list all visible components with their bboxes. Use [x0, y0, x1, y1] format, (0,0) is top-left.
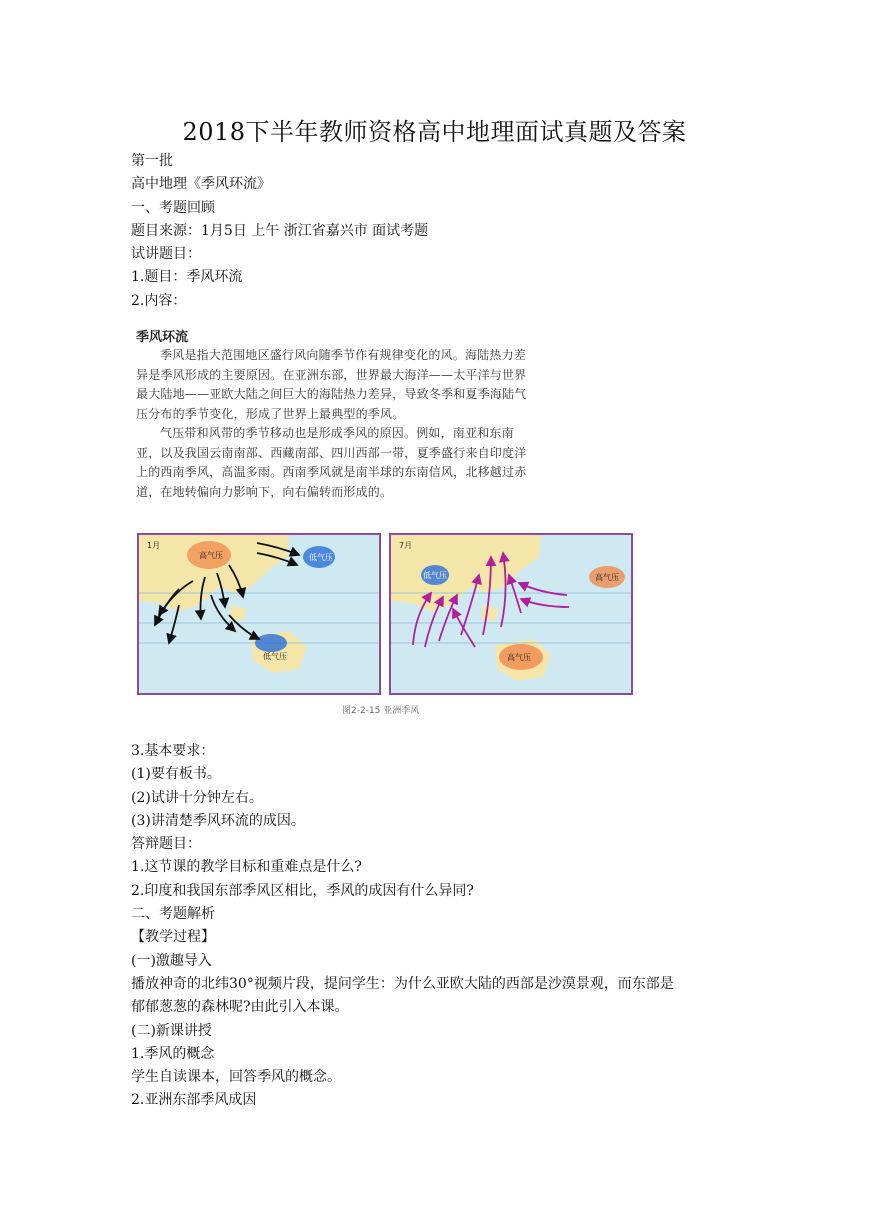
paragraph-line: 郁郁葱葱的森林呢?由此引入本课。 [131, 999, 349, 1016]
textbook-paragraph: 季风是指大范围地区盛行风向随季节作有规律变化的风。海陆热力差异是季风形成的主要原因。在亚洲东部，世界最大海洋——太平洋与世界最大陆地——亚欧大陆之间巨大的海陆热力差异，导致冬季和夏季海陆气压分布的季节变化，形成了世界上最典型的季风。 [136, 348, 527, 421]
subsection-heading: (二)新课讲授 [131, 1022, 212, 1039]
high-pressure-australia-label: 高气压 [507, 653, 531, 662]
topic-item: 1.题目：季风环流 [131, 269, 243, 286]
requirements-and-analysis [131, 740, 751, 1113]
figure-caption: 图2-2-15 亚洲季风 [342, 706, 420, 716]
month-label: 1月 [147, 541, 161, 550]
high-pressure-ocean-label: 高气压 [595, 573, 619, 582]
paragraph-line: 播放神奇的北纬30°视频片段，提问学生：为什么亚欧大陆的西部是沙漠景观，而东部是 [131, 975, 674, 992]
low-pressure-australia-label: 低气压 [263, 652, 287, 661]
course-title: 高中地理《季风环流》 [131, 176, 271, 193]
month-label: 7月 [399, 541, 413, 550]
content-item: 2.内容： [131, 292, 187, 309]
requirement-item: (3)讲清楚季风环流的成因。 [131, 812, 305, 829]
defense-questions-heading: 答辩题目： [131, 836, 201, 853]
defense-question: 1.这节课的教学目标和重难点是什么? [131, 859, 362, 876]
defense-question: 2.印度和我国东部季风区相比，季风的成因有什么异同? [131, 882, 474, 899]
july-monsoon-map [389, 533, 633, 695]
question-source: 题目来源：1月5日 上午 浙江省嘉兴市 面试考题 [131, 222, 429, 239]
textbook-heading: 季风环流 [136, 330, 189, 345]
lecture-topic-label: 试讲题目： [131, 246, 201, 263]
list-item: 2.亚洲东部季风成因 [131, 1092, 257, 1109]
list-item: 1.季风的概念 [131, 1045, 215, 1062]
document-title: 2018下半年教师资格高中地理面试真题及答案 [182, 118, 687, 146]
batch-label: 第一批 [131, 153, 173, 169]
high-pressure-label: 高气压 [199, 551, 223, 560]
teaching-process-heading: 【教学过程】 [131, 929, 215, 946]
low-pressure-ocean-label: 低气压 [309, 553, 333, 562]
requirement-item: (2)试讲十分钟左右。 [131, 789, 263, 806]
subsection-heading: (一)激趣导入 [131, 952, 212, 969]
january-monsoon-map [137, 533, 381, 695]
requirement-item: (1)要有板书。 [131, 766, 221, 783]
basic-requirements-heading: 3.基本要求： [131, 743, 215, 759]
textbook-paragraph: 气压带和风带的季节移动也是形成季风的原因。例如，南亚和东南亚，以及我国云南南部、西藏南部、四川西部一带，夏季盛行来自印度洋上的西南季风，高温多雨。西南季风就是南半球的东南信风，北移越过赤道，在地转偏向力影响下，向右偏转而形成的。 [136, 426, 527, 499]
section-heading-review: 一、考题回顾 [131, 199, 215, 216]
paragraph-line: 学生自读课本，回答季风的概念。 [131, 1069, 341, 1086]
low-pressure-label: 低气压 [423, 571, 447, 580]
low-pressure-australia-area [255, 634, 287, 652]
section-heading-analysis: 二、考题解析 [131, 906, 215, 923]
intro-section [131, 150, 751, 313]
